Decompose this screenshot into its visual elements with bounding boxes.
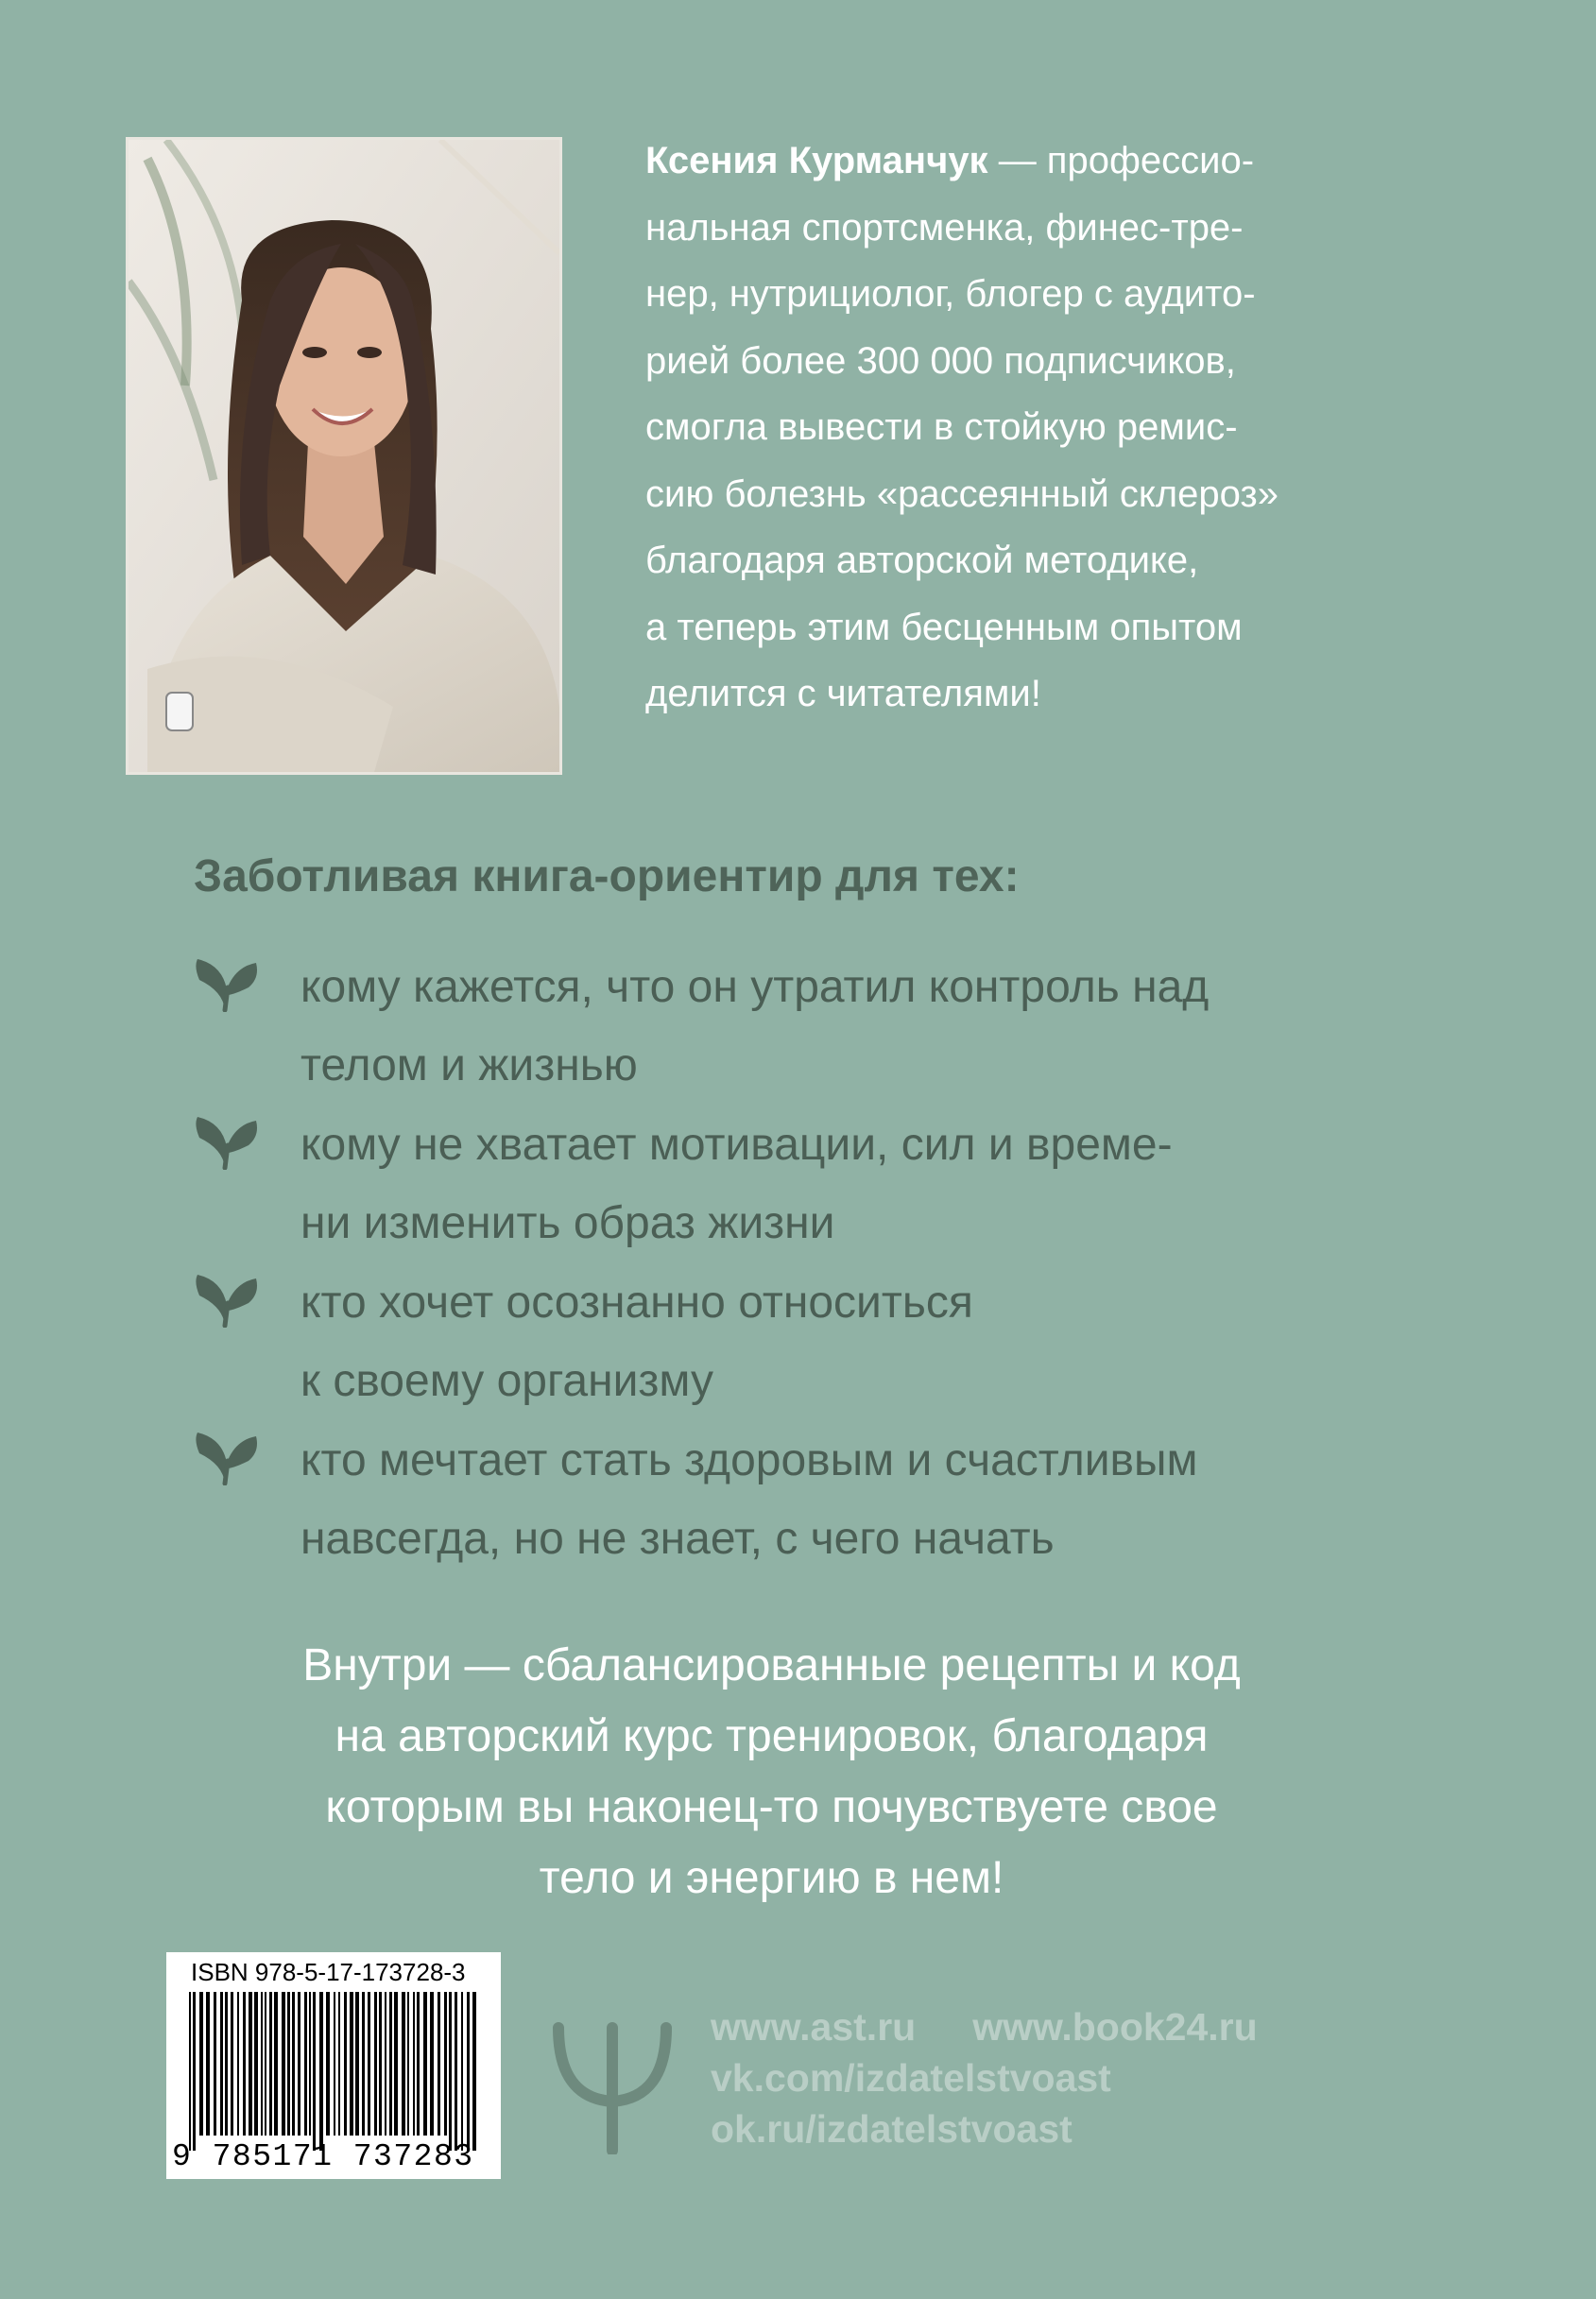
barcode-bar (292, 1992, 295, 2136)
barcode-bar (461, 1992, 463, 2151)
barcode-bar (265, 1992, 266, 2136)
barcode-bar (449, 1992, 452, 2151)
isbn-barcode (166, 1952, 501, 2179)
barcode-bar (274, 1992, 278, 2136)
bio-line: делится с читателями! (645, 673, 1041, 714)
barcode-bar (304, 1992, 307, 2136)
barcode-bar (385, 1992, 386, 2136)
audience-heading: Заботливая книга-ориентир для тех: (194, 851, 1020, 901)
barcode-bar (413, 1992, 415, 2136)
list-item-line: телом и жизнью (300, 1040, 638, 1090)
barcode-bar (243, 1992, 246, 2136)
barcode-bar (338, 1992, 340, 2136)
leaf-sprout-icon (194, 1273, 260, 1328)
barcode-bar (438, 1992, 440, 2136)
barcode-bar (237, 1992, 239, 2136)
bio-line: нальная спортсменка, финес-тре- (645, 206, 1244, 249)
list-item-line: кто хочет осознанно относиться (300, 1278, 973, 1328)
leaf-sprout-icon (194, 957, 260, 1012)
inside-line: на авторский курс тренировок, благодаря (335, 1711, 1209, 1761)
inside-description (0, 1630, 1596, 1913)
list-item-line: навсегда, но не знает, с чего начать (300, 1514, 1055, 1564)
barcode-bar (269, 1992, 272, 2136)
isbn-label: ISBN 978-5-17-173728-3 (191, 1958, 466, 1986)
ok-link[interactable]: ok.ru/izdatelstvoast (711, 2107, 1073, 2151)
barcode-bar (334, 1992, 335, 2136)
barcode-bar (417, 1992, 420, 2136)
list-item-line: кому кажется, что он утратил контроль над (300, 962, 1210, 1012)
inside-line: которым вы наконец-то почувствуете свое (325, 1782, 1218, 1832)
barcode-bar (444, 1992, 447, 2136)
barcode-bar (206, 1992, 210, 2136)
barcode-bar (220, 1992, 223, 2136)
bio-line: благодаря авторской методике, (645, 540, 1199, 581)
psi-trident-icon (551, 2022, 674, 2154)
barcode-bar (362, 1992, 365, 2136)
barcode-bar (214, 1992, 216, 2136)
bio-line: сию болезнь «рассеянный склероз» (645, 472, 1279, 515)
vk-link[interactable]: vk.com/izdatelstvoast (711, 2056, 1111, 2100)
barcode-bar (309, 1992, 311, 2136)
book24-site-link[interactable]: www.book24.ru (972, 2005, 1258, 2049)
bio-line: нер, нутрициолог, блогер с аудито- (645, 273, 1256, 315)
list-item-line: кто мечтает стать здоровым и счастливым (300, 1435, 1198, 1485)
barcode-bar (368, 1992, 370, 2136)
barcode-bar (389, 1992, 392, 2136)
list-item (194, 1421, 1422, 1579)
inside-line: Внутри — сбалансированные рецепты и код (302, 1640, 1241, 1690)
barcode-bar (261, 1992, 263, 2136)
barcode-bar (199, 1992, 203, 2136)
bio-line: рией более 300 000 подписчиков, (645, 339, 1236, 382)
barcode-bar (430, 1992, 434, 2136)
ast-site-link[interactable]: www.ast.ru (711, 2005, 917, 2049)
bio-line-1-rest: — профессио- (987, 140, 1255, 181)
list-item-line: ни изменить образ жизни (300, 1198, 835, 1248)
barcode-bar (326, 1992, 330, 2136)
inside-line: тело и энергию в нем! (539, 1853, 1004, 1903)
leaf-sprout-icon (194, 1431, 260, 1485)
publisher-links (711, 2001, 1258, 2154)
barcode-bar (313, 1992, 316, 2151)
barcode-bar (423, 1992, 427, 2136)
author-bio (645, 128, 1477, 728)
barcode-bar (254, 1992, 258, 2136)
bio-line: смогла вывести в стойкую ремис- (645, 406, 1238, 448)
barcode-digits: 9 785171 737283 (172, 2139, 474, 2174)
barcode-bar (472, 1992, 476, 2151)
list-item (194, 948, 1422, 1106)
leaf-sprout-icon (194, 1115, 260, 1170)
barcode-bar (355, 1992, 359, 2136)
barcode-bar (225, 1992, 228, 2136)
list-item-line: к своему организму (300, 1356, 713, 1406)
barcode-bar (298, 1992, 300, 2136)
author-photo (126, 137, 562, 775)
barcode-bar (455, 1992, 457, 2151)
list-item-line: кому не хватает мотивации, сил и време- (300, 1120, 1173, 1170)
barcode-bar (282, 1992, 285, 2136)
list-item (194, 1106, 1422, 1263)
author-name: Ксения Курманчук (645, 140, 988, 181)
barcode-bar (249, 1992, 252, 2136)
barcode-bar (287, 1992, 290, 2136)
barcode-bar (379, 1992, 382, 2136)
list-item (194, 1263, 1422, 1421)
barcode-bar (231, 1992, 233, 2136)
barcode-bar (467, 1992, 470, 2151)
audience-list (194, 948, 1422, 1579)
websites-row (711, 2001, 1258, 2052)
barcode-bar (350, 1992, 353, 2136)
barcode-bar (402, 1992, 405, 2136)
barcode-bar (344, 1992, 347, 2136)
barcode-bar (374, 1992, 377, 2136)
barcode-bar (193, 1992, 196, 2151)
barcode-bar (319, 1992, 323, 2151)
barcode-bar (189, 1992, 191, 2151)
barcode-bar (407, 1992, 409, 2136)
barcode-bar (394, 1992, 398, 2136)
bio-line-1 (645, 128, 1477, 195)
bio-line: а теперь этим бесценным опытом (645, 606, 1243, 648)
